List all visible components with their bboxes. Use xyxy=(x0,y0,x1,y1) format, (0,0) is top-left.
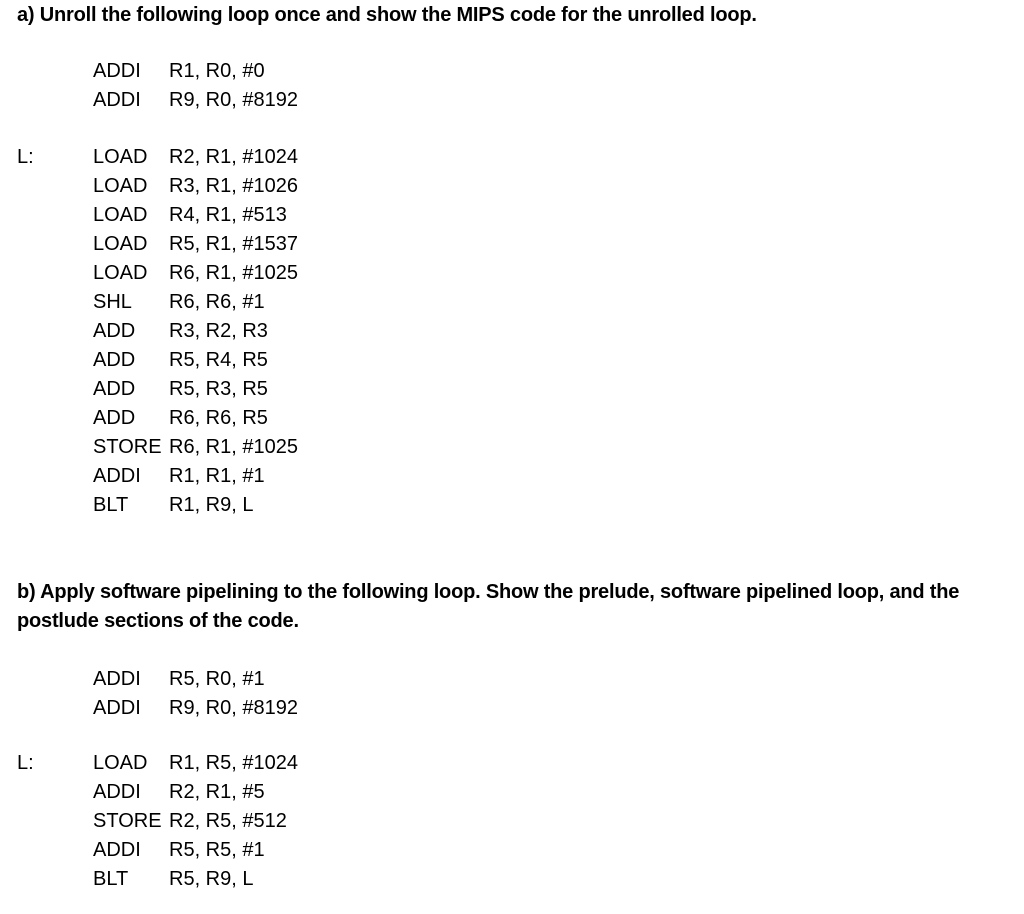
code-line xyxy=(0,317,1024,346)
opcode: ADD xyxy=(93,320,136,342)
opcode: LOAD xyxy=(93,204,148,226)
opcode: ADDI xyxy=(93,60,141,82)
operands: R1, R5, #1024 xyxy=(169,752,298,774)
code-line xyxy=(0,404,1024,433)
opcode: ADDI xyxy=(93,839,141,861)
part-a-init-code xyxy=(0,57,1024,115)
code-line xyxy=(0,172,1024,201)
opcode: STORE xyxy=(93,810,162,832)
operands: R9, R0, #8192 xyxy=(169,89,298,111)
opcode: SHL xyxy=(93,291,132,313)
operands: R2, R1, #1024 xyxy=(169,146,298,168)
operands: R1, R1, #1 xyxy=(169,465,265,487)
code-line xyxy=(0,143,1024,172)
question-a-heading: a) Unroll the following loop once and show the MIPS code for the unrolled loop. xyxy=(17,4,757,26)
code-line xyxy=(0,288,1024,317)
code-line xyxy=(0,230,1024,259)
opcode: BLT xyxy=(93,868,129,890)
part-b-init-code xyxy=(0,665,1024,723)
opcode: ADDI xyxy=(93,465,141,487)
loop-label: L: xyxy=(17,752,34,774)
code-line xyxy=(0,57,1024,86)
opcode: LOAD xyxy=(93,175,148,197)
loop-label: L: xyxy=(17,146,34,168)
opcode: LOAD xyxy=(93,233,148,255)
operands: R3, R2, R3 xyxy=(169,320,268,342)
operands: R9, R0, #8192 xyxy=(169,697,298,719)
opcode: LOAD xyxy=(93,146,148,168)
code-line xyxy=(0,778,1024,807)
code-line xyxy=(0,865,1024,894)
part-b-loop-code xyxy=(0,749,1024,894)
question-b-heading: b) Apply software pipelining to the following loop. Show the prelude, software pipelined loop, and the postlude sections of the code. xyxy=(17,581,960,632)
code-line xyxy=(0,201,1024,230)
code-line xyxy=(0,375,1024,404)
operands: R2, R1, #5 xyxy=(169,781,265,803)
code-line xyxy=(0,462,1024,491)
operands: R3, R1, #1026 xyxy=(169,175,298,197)
opcode: LOAD xyxy=(93,262,148,284)
opcode: ADD xyxy=(93,349,136,371)
code-line xyxy=(0,86,1024,115)
opcode: ADDI xyxy=(93,89,141,111)
operands: R5, R0, #1 xyxy=(169,668,265,690)
operands: R6, R1, #1025 xyxy=(169,436,298,458)
code-line xyxy=(0,433,1024,462)
operands: R5, R4, R5 xyxy=(169,349,268,371)
operands: R1, R9, L xyxy=(169,494,254,516)
operands: R6, R1, #1025 xyxy=(169,262,298,284)
code-line xyxy=(0,807,1024,836)
operands: R4, R1, #513 xyxy=(169,204,287,226)
opcode: STORE xyxy=(93,436,162,458)
code-line xyxy=(0,665,1024,694)
code-line xyxy=(0,346,1024,375)
operands: R6, R6, R5 xyxy=(169,407,268,429)
operands: R5, R5, #1 xyxy=(169,839,265,861)
operands: R5, R1, #1537 xyxy=(169,233,298,255)
opcode: BLT xyxy=(93,494,129,516)
opcode: ADD xyxy=(93,407,136,429)
operands: R2, R5, #512 xyxy=(169,810,287,832)
opcode: LOAD xyxy=(93,752,148,774)
opcode: ADD xyxy=(93,378,136,400)
opcode: ADDI xyxy=(93,697,141,719)
code-line xyxy=(0,749,1024,778)
operands: R1, R0, #0 xyxy=(169,60,265,82)
operands: R5, R9, L xyxy=(169,868,254,890)
code-line xyxy=(0,836,1024,865)
opcode: ADDI xyxy=(93,781,141,803)
part-a-loop-code xyxy=(0,143,1024,520)
code-line xyxy=(0,259,1024,288)
operands: R6, R6, #1 xyxy=(169,291,265,313)
operands: R5, R3, R5 xyxy=(169,378,268,400)
code-line xyxy=(0,491,1024,520)
opcode: ADDI xyxy=(93,668,141,690)
code-line xyxy=(0,694,1024,723)
